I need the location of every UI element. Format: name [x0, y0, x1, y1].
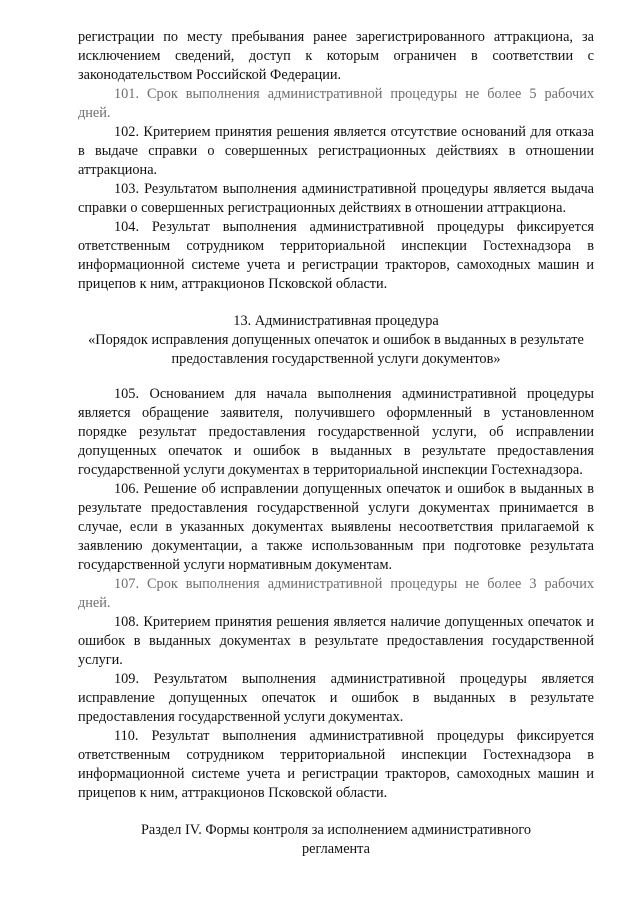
paragraph-104: 104. Результат выполнения административной процедуры фиксируется ответственным сотрудником территориальной инспекции Гостехнадзора в информационной системе учета и регистрации тракторов, самоходных машин и прицепов к ним, аттракционов Псковской области.: [78, 219, 594, 292]
section-iv-heading: [78, 821, 594, 859]
paragraph-103: 103. Результатом выполнения административной процедуры является выдача справки о совершенных регистрационных действиях в отношении аттракциона.: [78, 181, 594, 216]
section-iv-title-cont: регламента: [302, 841, 370, 857]
section-13-subtitle: «Порядок исправления допущенных опечаток и ошибок в выданных в результате предоставления государственной услуги документов»: [88, 332, 584, 367]
paragraph-continuation: регистрации по месту пребывания ранее зарегистрированного аттракциона, за исключением сведений, доступ к которым ограничен в соответствии с законодательством Российской Федерации.: [78, 29, 594, 83]
section-13-heading: [78, 312, 594, 369]
paragraph-109: 109. Результатом выполнения административной процедуры является исправление допущенных опечаток и ошибок в выданных в результате предоставления государственной услуги документах.: [78, 671, 594, 725]
paragraph-110: 110. Результат выполнения административной процедуры фиксируется ответственным сотрудником территориальной инспекции Гостехнадзора в информационной системе учета и регистрации тракторов, самоходных машин и прицепов к ним, аттракционов Псковской области.: [78, 728, 594, 801]
paragraph-105: 105. Основанием для начала выполнения административной процедуры является обращение заявителя, получившего оформленный в установленном порядке результат предоставления государственной услуги, об исправлении допущенных опечаток и ошибок в выданных в результате предоставления государственной услуги документах в территориальной инспекции Гостехнадзора.: [78, 386, 594, 478]
paragraph-101: 101. Срок выполнения административной процедуры не более 5 рабочих дней.: [78, 86, 594, 121]
section-iv-title: Раздел IV. Формы контроля за исполнением административного: [140, 822, 532, 838]
document-page: [78, 28, 594, 859]
paragraphs-top: [78, 28, 594, 294]
paragraph-107: 107. Срок выполнения административной процедуры не более 3 рабочих дней.: [78, 576, 594, 611]
paragraph-102: 102. Критерием принятия решения является отсутствие оснований для отказа в выдаче справки о совершенных регистрационных действиях в отношении аттракциона.: [78, 124, 594, 178]
paragraphs-bottom: [78, 385, 594, 803]
paragraph-106: 106. Решение об исправлении допущенных опечаток и ошибок в выданных в результате предоставления государственной услуги документах принимается в случае, если в указанных документах выявлены несоответствия прилагаемой к заявлению документации, а также использованным при подготовке результата государственной услуги нормативным документам.: [78, 481, 594, 573]
paragraph-108: 108. Критерием принятия решения является наличие допущенных опечаток и ошибок в выданных документах в результате предоставления государственной услуги.: [78, 614, 594, 668]
section-13-title: 13. Административная процедура: [233, 313, 439, 329]
